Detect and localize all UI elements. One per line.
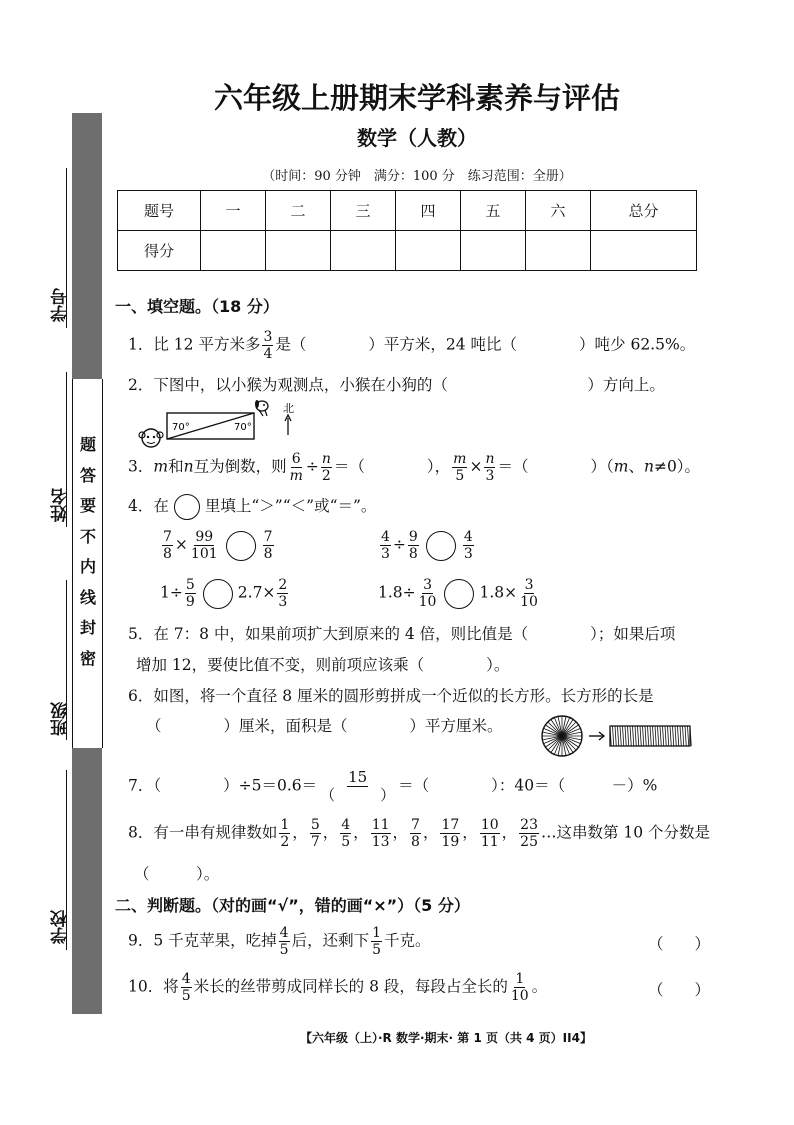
page-subtitle: 数学（人教） xyxy=(357,126,477,150)
q9: 9．5 千克苹果，吃掉 $\frac{4}{5}$ 后，还剩下 $\frac{1}{5}$ 千克。 xyxy=(128,925,431,958)
fraction: $\frac{9}{8}$ xyxy=(408,529,418,562)
fraction: $\frac{4}{5}$ xyxy=(341,817,351,850)
score-input[interactable] xyxy=(266,231,331,271)
score-cell: 题号 xyxy=(118,191,201,231)
fraction: $\frac{4}{3}$ xyxy=(463,529,473,562)
sidebar-bar-bottom xyxy=(72,748,102,1014)
q5-line2: 增加 12，要使比值不变，则前项应该乘（ ）。 xyxy=(136,656,510,674)
fraction: $\frac{2}{3}$ xyxy=(278,577,288,610)
line-xuehao xyxy=(66,168,67,328)
fraction: $\frac{1}{10}$ xyxy=(510,971,529,1004)
score-table-header-row xyxy=(118,191,697,231)
compare-circle-input[interactable] xyxy=(203,579,233,609)
q10: 10．将 $\frac{4}{5}$ 米长的丝带剪成同样长的 8 段，每段占全长的 $\frac{1}{10}$ 。 xyxy=(128,971,548,1004)
q8-line2: （ ）。 xyxy=(134,865,220,883)
compare-circle-input[interactable] xyxy=(426,531,456,561)
seal-text: 题 答 要 不 内 线 封 密 xyxy=(79,435,96,668)
north-label: 北 xyxy=(283,402,294,415)
sidebar-bar-top xyxy=(72,113,102,379)
angle-label-2: 70° xyxy=(234,422,252,433)
section1-heading: 一、填空题。（18 分） xyxy=(115,297,279,316)
fraction: $\frac{n}{3}$ xyxy=(485,451,495,484)
q10-answer[interactable]: （ ） xyxy=(648,981,711,999)
q6-figure xyxy=(540,712,700,760)
sector-circle-icon xyxy=(542,716,582,756)
q3: 3．m和n互为倒数，则 $\frac{6}{m}$ ÷ $\frac{n}{2}$ ＝（ ）， $\frac{m}{5}$ × $\frac{n}{3}$ ＝（ ）（m、n≠0）。 xyxy=(128,451,701,484)
q4-item-2: $\frac{4}{3}$ ÷ $\frac{9}{8}$ $\frac{4}{3}$ xyxy=(381,529,473,562)
fraction: $\frac{5}{9}$ xyxy=(185,577,195,610)
north-arrow-icon xyxy=(285,415,291,435)
q6-line2: （ ）厘米，面积是（ ）平方厘米。 xyxy=(146,717,503,735)
fraction: $\frac{m}{5}$ xyxy=(453,451,467,484)
fraction: $\frac{17}{19}$ xyxy=(441,817,460,850)
score-input[interactable] xyxy=(396,231,461,271)
fraction: $\frac{4}{3}$ xyxy=(381,529,390,562)
fraction: $\frac{3}{10}$ xyxy=(520,577,538,610)
score-cell: 总分 xyxy=(591,191,697,231)
label-banji: 班级 xyxy=(51,702,71,736)
fraction: $\frac{4}{5}$ xyxy=(181,971,191,1004)
score-input[interactable] xyxy=(201,231,266,271)
fraction: $\frac{5}{7}$ xyxy=(310,817,320,850)
q7: 7．（ ）÷5＝0.6＝ $\frac{15}{( )}$ ＝（ ）：40＝（ －）% xyxy=(128,768,658,804)
score-cell: 三 xyxy=(331,191,396,231)
angle-label-1: 70° xyxy=(172,422,190,433)
fraction: $\frac{1}{5}$ xyxy=(372,925,382,958)
q5-line1: 5．在 7：8 中，如果前项扩大到原来的 4 倍，则比值是（ ）；如果后项 xyxy=(128,625,676,643)
fraction: $\frac{4}{5}$ xyxy=(279,925,289,958)
page-footer: 【六年级（上）·R 数学·期末· 第 1 页（共 4 页）II4】 xyxy=(300,1031,592,1045)
fraction: $\frac{23}{25}$ xyxy=(520,817,538,850)
q4-item-4: 1.8÷ $\frac{3}{10}$ 1.8× $\frac{3}{10}$ xyxy=(378,577,538,610)
fraction: $\frac{10}{11}$ xyxy=(480,817,499,850)
compare-circle xyxy=(174,494,200,520)
q2-figure xyxy=(135,398,305,448)
fraction: $\frac{3}{10}$ xyxy=(418,577,437,610)
exam-info: （时间：90 分钟 满分：100 分 练习范围：全册） xyxy=(262,169,572,184)
fraction: $\frac{7}{8}$ xyxy=(411,817,420,850)
arrow-icon xyxy=(589,732,604,740)
label-xuexiao: 学校 xyxy=(51,910,71,944)
q4-item-3: 1÷ $\frac{5}{9}$ 2.7× $\frac{2}{3}$ xyxy=(160,577,288,610)
dog-icon xyxy=(255,400,268,416)
score-cell: 一 xyxy=(201,191,266,231)
line-xuexiao xyxy=(66,770,67,950)
monkey-icon xyxy=(139,429,163,447)
line-xingming xyxy=(66,372,67,527)
fraction: $\frac{6}{m}$ xyxy=(289,451,303,484)
q2: 2．下图中，以小猴为观测点，小猴在小狗的（ ）方向上。 xyxy=(128,376,665,394)
q4-item-1: $\frac{7}{8}$ × $\frac{99}{101}$ $\frac{7}{8}$ xyxy=(163,529,273,562)
score-cell: 二 xyxy=(266,191,331,231)
rectangle-strips-icon xyxy=(610,726,691,746)
q1: 1．比 12 平方米多 $\frac{3}{4}$ 是（ ）平方米，24 吨比（ ）吨少 62.5%。 xyxy=(128,329,696,362)
fraction: $\frac{7}{8}$ xyxy=(163,529,172,562)
score-cell: 四 xyxy=(396,191,461,231)
q6-line1: 6．如图，将一个直径 8 厘米的圆形剪拼成一个近似的长方形。长方形的长是 xyxy=(128,687,654,705)
line-banji xyxy=(66,580,67,740)
fraction: $\frac{n}{2}$ xyxy=(321,451,331,484)
score-table xyxy=(117,190,697,271)
score-cell: 得分 xyxy=(118,231,201,271)
q4: 4．在 里填上“＞”“＜”或“＝”。 xyxy=(128,494,376,520)
label-xuehao: 学号 xyxy=(51,288,71,322)
score-input[interactable] xyxy=(591,231,697,271)
score-input[interactable] xyxy=(461,231,526,271)
seal-line-right xyxy=(102,379,103,748)
score-table-score-row xyxy=(118,231,697,271)
section2-heading: 二、判断题。（对的画“√”，错的画“×”）（5 分） xyxy=(115,896,470,915)
fraction: $\frac{99}{101}$ xyxy=(190,529,218,562)
compare-circle-input[interactable] xyxy=(226,531,256,561)
score-input[interactable] xyxy=(526,231,591,271)
seal-line-left xyxy=(72,379,73,748)
fraction: $\frac{3}{4}$ xyxy=(263,329,273,362)
fraction: $\frac{11}{13}$ xyxy=(371,817,390,850)
fraction: $\frac{1}{2}$ xyxy=(280,817,290,850)
page-title: 六年级上册期末学科素养与评估 xyxy=(213,81,620,115)
fraction: $\frac{15}{( )}$ xyxy=(320,768,396,804)
q8: 8．有一串有规律数如 $\frac{1}{2}$ ， $\frac{5}{7}$ ， $\frac{4}{5}$ ， $\frac{11}{13}$ ， $\frac{7}{8}$ ， $\frac{17}{19}$ ， $\frac{10}{11}$ ， $\frac{23}{25}$ …这串数第 10 个分数是 xyxy=(128,817,711,850)
q9-answer[interactable]: （ ） xyxy=(648,935,711,953)
score-input[interactable] xyxy=(331,231,396,271)
compare-circle-input[interactable] xyxy=(444,579,474,609)
score-cell: 六 xyxy=(526,191,591,231)
label-xingming: 姓名 xyxy=(51,488,71,522)
fraction: $\frac{7}{8}$ xyxy=(263,529,273,562)
score-cell: 五 xyxy=(461,191,526,231)
